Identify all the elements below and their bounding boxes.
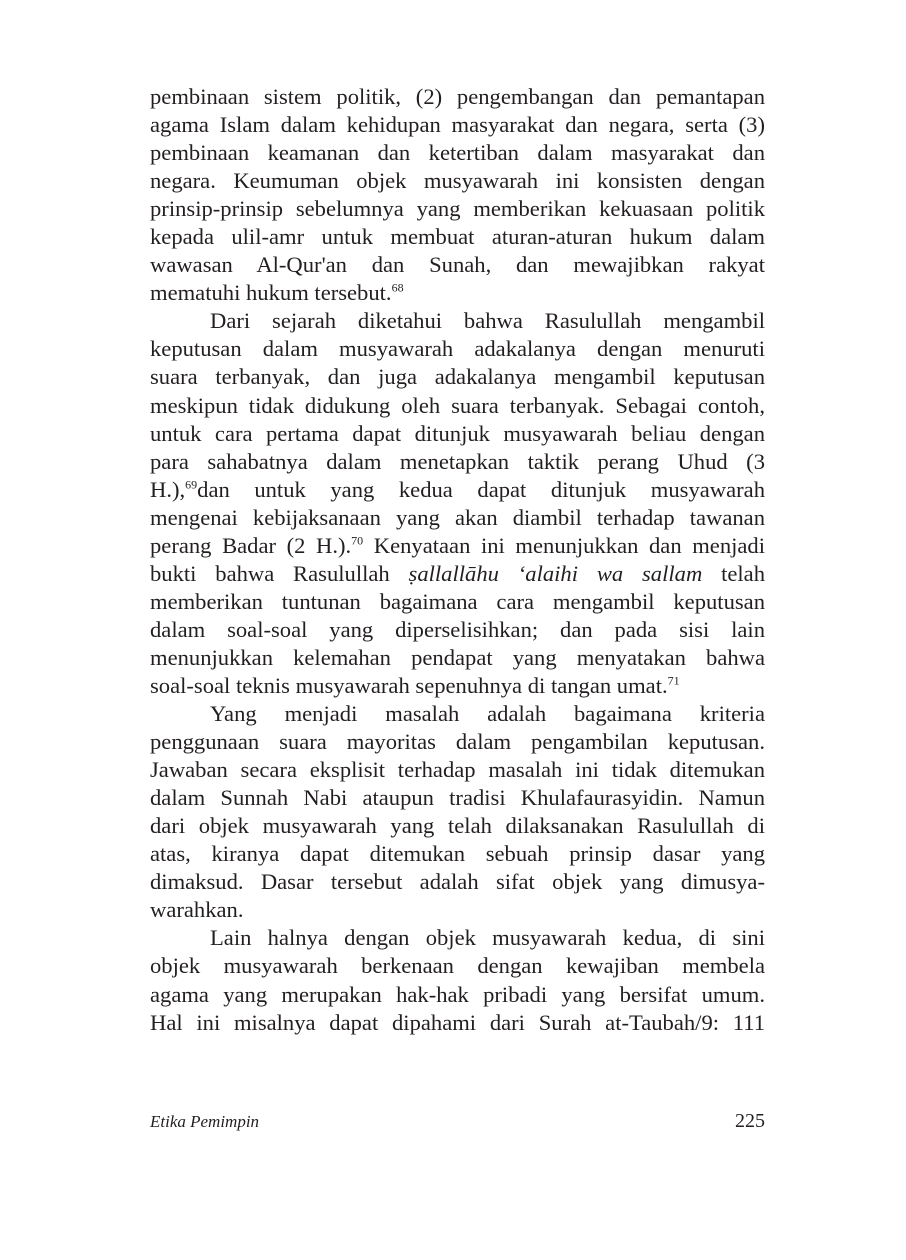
text-line: suara terbanyak, dan juga adakalanya mengambil keputusan bbox=[150, 364, 765, 390]
text-line: agama yang merupakan hak-hak pribadi yang bersifat umum. bbox=[150, 981, 765, 1007]
text-fragment: Kenyataan ini menunjukkan dan menjadi bbox=[363, 532, 765, 558]
text-line: negara. Keumuman objek musyawarah ini konsisten dengan bbox=[150, 168, 765, 194]
text-line: prinsip-prinsip sebelumnya yang memberikan kekuasaan politik bbox=[150, 196, 765, 222]
text-line: dari objek musyawarah yang telah dilaksanakan Rasulullah di bbox=[150, 813, 765, 839]
text-line bbox=[150, 476, 765, 504]
text-fragment: dan untuk yang kedua dapat ditunjuk musyawarah bbox=[197, 476, 765, 502]
text-line bbox=[150, 672, 765, 700]
footnote-ref-71: 71 bbox=[667, 673, 680, 688]
text-line bbox=[150, 532, 765, 560]
text-line: warahkan. bbox=[150, 897, 244, 923]
text-line: meskipun tidak didukung oleh suara terbanyak. Sebagai contoh, bbox=[150, 392, 765, 418]
text-line: memberikan tuntunan bagaimana cara mengambil keputusan bbox=[150, 588, 765, 614]
page-number: 225 bbox=[735, 1110, 765, 1132]
text-line: untuk cara pertama dapat ditunjuk musyawarah beliau dengan bbox=[150, 420, 765, 446]
text-line: Jawaban secara eksplisit terhadap masalah ini tidak ditemukan bbox=[150, 757, 765, 783]
text-line bbox=[150, 560, 765, 588]
text-line: Dari sejarah diketahui bahwa Rasulullah mengambil bbox=[210, 308, 765, 334]
text-line: mengenai kebijaksanaan yang akan diambil terhadap tawanan bbox=[150, 504, 765, 530]
text-line: objek musyawarah berkenaan dengan kewajiban membela bbox=[150, 953, 765, 979]
text-fragment: soal-soal teknis musyawarah sepenuhnya di tangan umat. bbox=[150, 672, 668, 698]
body-text bbox=[150, 83, 765, 1037]
footnote-ref-68: 68 bbox=[391, 280, 404, 295]
page-footer bbox=[150, 1112, 765, 1142]
text-line: keputusan dalam musyawarah adakalanya dengan menuruti bbox=[150, 336, 765, 362]
text-fragment: perang Badar (2 H.). bbox=[150, 532, 352, 558]
footnote-ref-70: 70 bbox=[351, 533, 364, 548]
text-line: pembinaan sistem politik, (2) pengembangan dan pemantapan bbox=[150, 84, 765, 109]
paragraph-4 bbox=[150, 924, 765, 1036]
text-line: penggunaan suara mayoritas dalam pengambilan keputusan. bbox=[150, 729, 765, 755]
paragraph-3 bbox=[150, 700, 765, 924]
text-line: Yang menjadi masalah adalah bagaimana kriteria bbox=[210, 701, 765, 727]
running-footer-title: Etika Pemimpin bbox=[150, 1112, 260, 1131]
text-line: Lain halnya dengan objek musyawarah kedua, di sini bbox=[210, 925, 765, 951]
paragraph-2 bbox=[150, 307, 765, 700]
text-fragment: mematuhi hukum tersebut. bbox=[150, 280, 392, 306]
text-fragment: H.), bbox=[150, 476, 186, 502]
footnote-ref-69: 69 bbox=[185, 477, 198, 492]
text-line: wawasan Al-Qur'an dan Sunah, dan mewajibkan rakyat bbox=[150, 252, 765, 278]
text-line: atas, kiranya dapat ditemukan sebuah prinsip dasar yang bbox=[150, 841, 765, 867]
text-line: kepada ulil-amr untuk membuat aturan-aturan hukum dalam bbox=[150, 224, 765, 250]
text-fragment: bukti bahwa Rasulullah bbox=[150, 560, 409, 586]
text-line bbox=[150, 279, 765, 307]
text-line: menunjukkan kelemahan pendapat yang menyatakan bahwa bbox=[150, 644, 765, 670]
text-line: agama Islam dalam kehidupan masyarakat dan negara, serta (3) bbox=[150, 112, 765, 138]
text-line: pembinaan keamanan dan ketertiban dalam masyarakat dan bbox=[150, 140, 765, 166]
paragraph-1 bbox=[150, 83, 765, 307]
italic-phrase: ṣallallāhu ‘alaihi wa sallam bbox=[408, 560, 703, 586]
text-line: dimaksud. Dasar tersebut adalah sifat objek yang dimusya- bbox=[150, 869, 765, 895]
text-line: dalam Sunnah Nabi ataupun tradisi Khulafaurasyidin. Namun bbox=[150, 785, 765, 811]
text-line: Hal ini misalnya dapat dipahami dari Surah at-Taubah/9: 111 bbox=[150, 1009, 765, 1035]
text-line: dalam soal-soal yang diperselisihkan; dan pada sisi lain bbox=[150, 616, 765, 642]
text-fragment: telah bbox=[702, 560, 765, 586]
text-line: para sahabatnya dalam menetapkan taktik perang Uhud (3 bbox=[150, 448, 765, 474]
